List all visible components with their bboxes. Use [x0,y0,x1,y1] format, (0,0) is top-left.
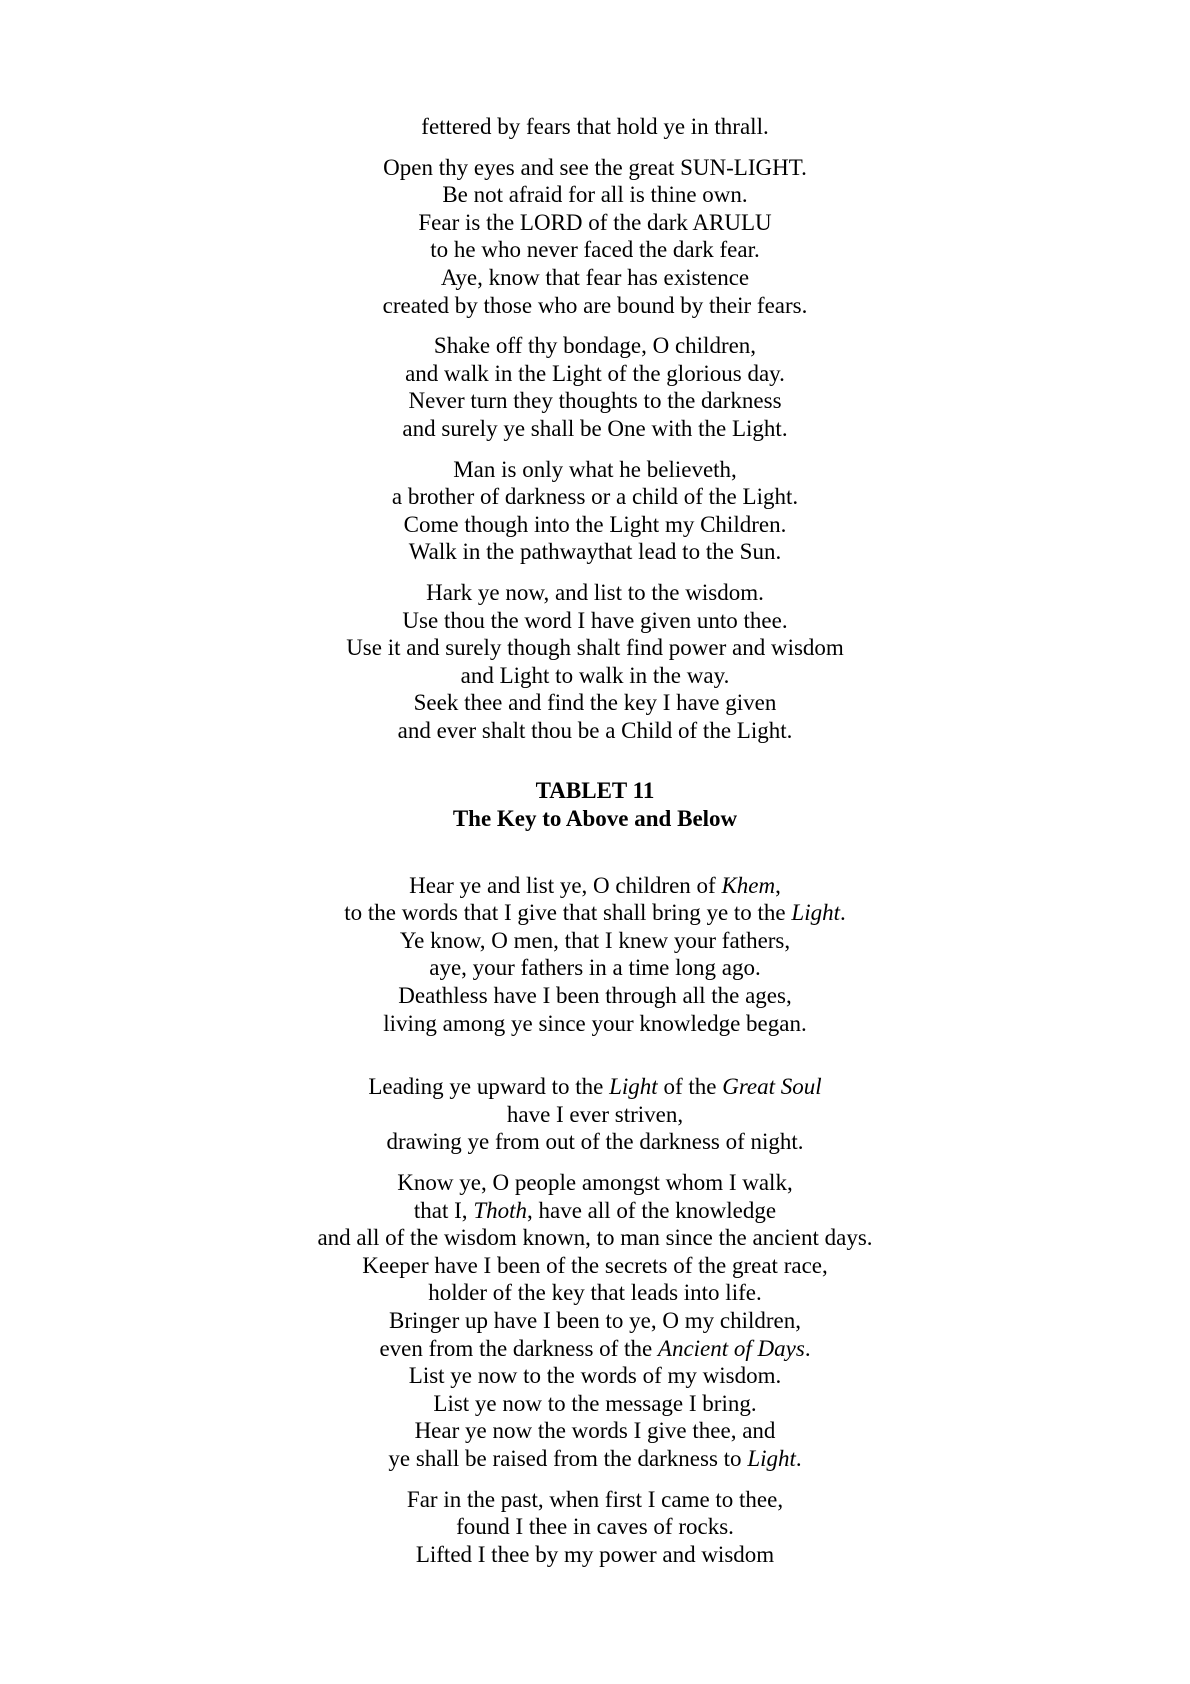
italic-run: Light [609,1074,658,1100]
text-run: , [775,872,781,898]
poem-line: Be not afraid for all is thine own. [442,182,748,208]
poem-line: Know ye, O people amongst whom I walk, [397,1170,793,1195]
poem-line [0,1073,1190,1101]
italic-run: Khem [721,872,776,898]
text-run: Leading ye upward to the [368,1074,610,1100]
tablet-heading [0,777,1190,832]
poem-line: created by those who are bound by their fears. [382,292,808,318]
stanza-3 [0,332,1190,442]
poem-line: List ye now to the words of my wisdom. [408,1363,782,1389]
poem-line: Aye, know that fear has existence [440,264,750,290]
poem-line: Far in the past, when first I came to thee, [406,1486,784,1512]
italic-run: Thoth [473,1197,527,1223]
poem-line: aye, your fathers in a time long ago. [429,955,761,981]
poem-line: to he who never faced the dark fear. [430,237,760,263]
italic-run: Great Soul [722,1074,822,1100]
poem-line: have I ever striven, [506,1101,684,1127]
tablet11-stanza-1 [0,872,1190,1038]
poem-line: Man is only what he believeth, [453,456,737,482]
italic-run: Light [791,900,840,926]
text-run: even from the darkness of the [379,1335,658,1361]
text-run: that I, [413,1197,474,1223]
poem-line: living among ye since your knowledge began. [383,1010,807,1036]
poem-line: Use it and surely though shalt find power and wisdom [346,635,844,661]
text-run: of the [657,1074,723,1100]
poem-line [0,1197,1190,1225]
poem-line: and Light to walk in the way. [460,662,730,688]
tablet11-stanza-3 [0,1169,1190,1473]
stanza-5 [0,579,1190,745]
poem-line: Shake off thy bondage, O children, [433,333,757,359]
poem-line: Deathless have I been through all the ages, [398,983,792,1009]
text-run: to the words that I give that shall bring ye to the [344,900,792,926]
poem-line: Bringer up have I been to ye, O my children, [389,1307,801,1333]
poem-line: Hark ye now, and list to the wisdom. [426,579,764,605]
italic-run: Ancient of Days [657,1335,805,1361]
poem-line [0,872,1190,900]
poem-line: List ye now to the message I bring. [433,1390,757,1416]
italic-run: Light [747,1445,796,1471]
stanza-2 [0,154,1190,320]
poem-line: Use thou the word I have given unto thee. [402,607,788,633]
poem-line: Open thy eyes and see the great SUN-LIGHT. [383,154,807,180]
stanza-1 [0,113,1190,141]
poem-line: Lifted I thee by my power and wisdom [415,1541,775,1567]
poem-line: Walk in the pathwaythat lead to the Sun. [408,539,782,565]
text-run: . [839,900,846,926]
tablet-subtitle: The Key to Above and Below [452,806,738,832]
text-run: . [795,1445,802,1471]
poem-line: found I thee in caves of rocks. [456,1514,734,1540]
poem-line: Ye know, O men, that I knew your fathers, [399,927,791,953]
poem-line: Never turn they thoughts to the darkness [408,388,782,414]
poem-line: and ever shalt thou be a Child of the Light. [397,717,793,743]
poem-line [0,1335,1190,1363]
poem-line [0,899,1190,927]
poem-line: holder of the key that leads into life. [428,1280,762,1306]
poem-line: Come though into the Light my Children. [403,511,787,537]
poem-line: a brother of darkness or a child of the Light. [391,484,799,510]
poem-line: and all of the wisdom known, to man since the ancient days. [317,1225,873,1251]
poem-line [0,1445,1190,1473]
text-run: , have all of the knowledge [527,1197,777,1223]
poem-line: Keeper have I been of the secrets of the great race, [362,1252,828,1278]
text-run: . [804,1335,811,1361]
tablet-title: TABLET 11 [535,778,655,804]
poem-line: Fear is the LORD of the dark ARULU [418,209,772,235]
poem-line: Seek thee and find the key I have given [413,690,777,716]
poem-line: Hear ye now the words I give thee, and [414,1418,776,1444]
poem-line: and surely ye shall be One with the Light. [402,415,788,441]
tablet11-stanza-2 [0,1073,1190,1156]
stanza-4 [0,456,1190,566]
text-run: ye shall be raised from the darkness to [388,1445,748,1471]
poem-line: and walk in the Light of the glorious day. [405,360,785,386]
text-run: Hear ye and list ye, O children of [409,872,722,898]
poem-line: fettered by fears that hold ye in thrall. [421,114,769,139]
tablet11-stanza-4 [0,1486,1190,1569]
poem-line: drawing ye from out of the darkness of night. [386,1129,804,1155]
